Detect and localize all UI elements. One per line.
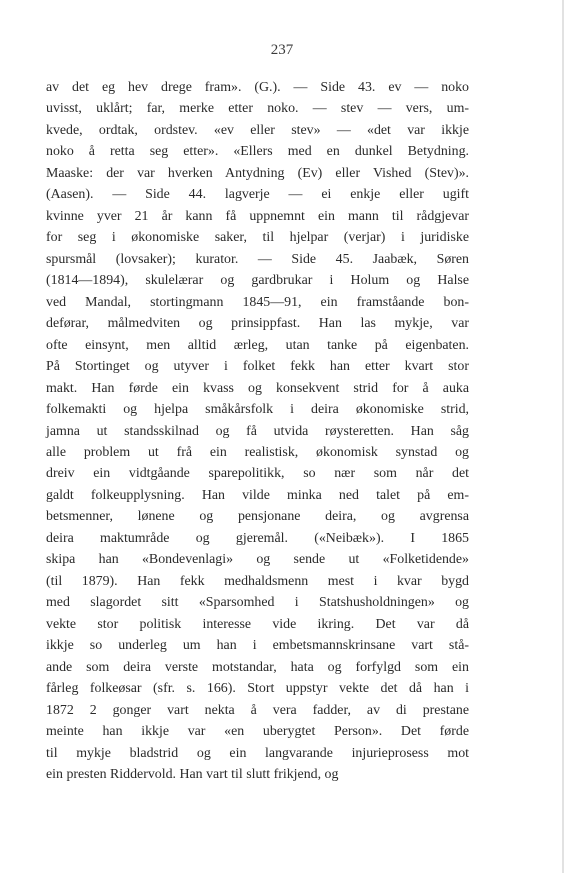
text-line: vekte stor politisk interesse vide ikring. Det var då — [46, 616, 469, 632]
text-line: deførar, målmedviten og prinsippfast. Han las mykje, var — [46, 316, 469, 332]
text-line: meinte han ikkje var «en uberygtet Person». Det førde — [46, 724, 469, 740]
text-line: Maaske: der var hverken Antydning (Ev) eller Vished (Stev)». — [46, 165, 469, 181]
text-line: alle problem ut frå ein realistisk, økonomisk synstad og — [46, 444, 469, 460]
text-line: dreiv ein vidtgåande sparepolitikk, so nær som når det — [46, 466, 469, 482]
text-line: til mykje bladstrid og ein langvarande injurieprosess mot — [46, 745, 469, 761]
text-line: med slagordet sitt «Sparsomhed i Statshusholdningen» og — [46, 595, 469, 611]
text-line: fårleg folkeøsar (sfr. s. 166). Stort uppstyr vekte det då han i — [46, 681, 469, 697]
text-line: ande som deira verste motstandar, hata og forfylgd som ein — [46, 659, 469, 675]
text-line: spursmål (lovsaker); kurator. — Side 45. Jaabæk, Søren — [46, 251, 469, 267]
text-line: (til 1879). Han fekk medhaldsmenn mest i kvar bygd — [46, 573, 469, 589]
text-line: makt. Han førde ein kvass og konsekvent strid for å auka — [46, 380, 469, 396]
body-text — [46, 77, 469, 785]
text-line: (Aasen). — Side 44. lagverje — ei enkje eller ugift — [46, 187, 469, 203]
text-line: deira maktumråde og gjeremål. («Neibæk»). I 1865 — [46, 530, 469, 546]
text-line: galdt folkeupplysning. Han vilde minka ned talet på em- — [46, 487, 469, 503]
text-line: av det eg hev drege fram». (G.). — Side 43. ev — noko — [46, 80, 469, 95]
text-line: ved Mandal, stortingmann 1845—91, ein framståande bon- — [46, 294, 469, 310]
text-line: ein presten Riddervold. Han vart til slutt frikjend, og — [46, 767, 339, 782]
text-line: kvinne yver 21 år kann få uppnemnt ein mann til rådgjevar — [46, 208, 469, 224]
text-line: folkemakti og hjelpa småkårsfolk i deira økonomiske strid, — [46, 402, 469, 418]
text-line: På Stortinget og utyver i folket fekk han etter kvart stor — [46, 359, 469, 375]
text-line: (1814—1894), skulelærar og gardbrukar i Holum og Halse — [46, 273, 469, 289]
text-line: skipa han «Bondevenlagi» og sende ut «Folketidende» — [46, 552, 469, 568]
text-line: 1872 2 gonger vart nekta å vera fadder, av di prestane — [46, 702, 469, 718]
text-line: kvede, ordtak, ordstev. «ev eller stev» — «det var ikkje — [46, 122, 469, 138]
text-line: noko å retta seg etter». «Ellers med en dunkel Betydning. — [46, 144, 469, 160]
text-line: ofte einsynt, men alltid ærleg, utan tanke på eigenbaten. — [46, 337, 469, 353]
text-line: for seg i økonomiske saker, til hjelpar (verjar) i juridiske — [46, 230, 469, 246]
text-line: ikkje so underleg um han i embetsmannskrinsane vart stå- — [46, 638, 469, 654]
text-line: jamna ut standsskilnad og få utvida røysteretten. Han såg — [46, 423, 469, 439]
text-line: uvisst, uklårt; far, merke etter noko. — stev — vers, um- — [46, 101, 469, 117]
text-line: betsmenner, lønene og pensjonane deira, og avgrensa — [46, 509, 469, 525]
page-number: 237 — [270, 42, 294, 58]
